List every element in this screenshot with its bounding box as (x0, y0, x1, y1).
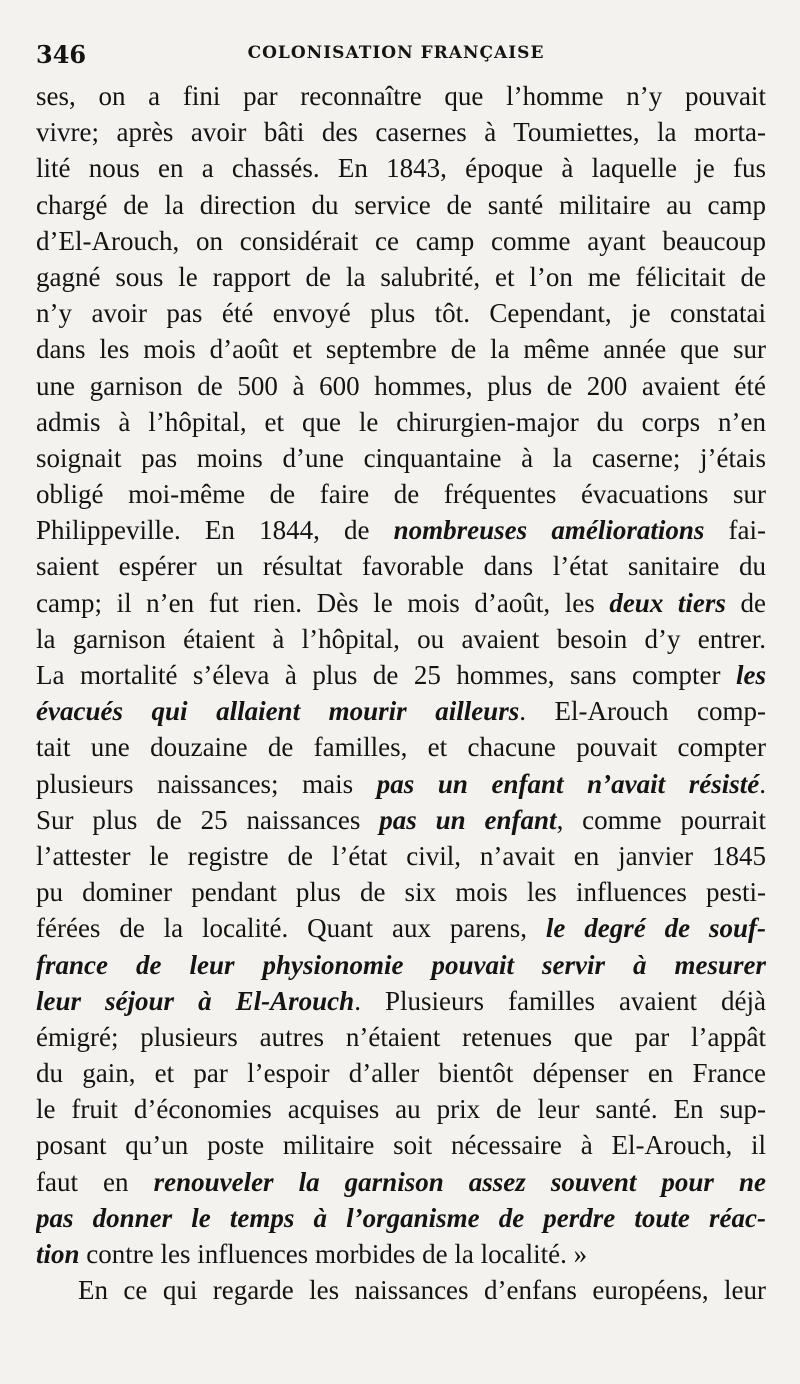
text-run: le fruit d’économies acquises au prix de leur santé. En sup- (36, 1094, 766, 1125)
text-run: dans les mois d’août et septembre de la même année que sur (36, 334, 766, 365)
text-line (36, 766, 766, 802)
text-run: l’attester le registre de l’état civil, n’avait en janvier 1845 (36, 840, 766, 871)
italic-emphasis: évacués qui allaient mourir ailleurs (36, 696, 520, 727)
text-line (36, 693, 766, 729)
text-line (36, 802, 766, 838)
text-run: vivre; après avoir bâti des casernes à Toumiettes, la morta- (36, 117, 766, 148)
text-line (36, 259, 766, 295)
text-run: faut en (36, 1166, 154, 1197)
text-line (36, 223, 766, 259)
text-line (36, 1200, 766, 1236)
text-line (36, 512, 766, 548)
text-run: chargé de la direction du service de santé militaire au camp (36, 189, 766, 220)
text-line (36, 1055, 766, 1091)
text-run: camp; il n’en fut rien. Dès le mois d’août, les (36, 587, 610, 618)
text-run: soignait pas moins d’une cinquantaine à la caserne; j’étais (36, 442, 766, 473)
italic-emphasis: france de leur physionomie pouvait servir à mesurer (36, 949, 766, 980)
text-line (36, 187, 766, 223)
text-line (36, 114, 766, 150)
italic-emphasis: pas un enfant (379, 804, 557, 835)
text-line (36, 150, 766, 186)
text-line (36, 1127, 766, 1163)
text-run: La mortalité s’éleva à plus de 25 hommes, sans compter (36, 660, 736, 690)
text-line (36, 838, 766, 874)
text-line (36, 78, 766, 114)
text-run: posant qu’un poste militaire soit nécessaire à El-Arouch, il (36, 1130, 766, 1161)
text-line (36, 368, 766, 404)
text-run: émigré; plusieurs autres n’étaient retenues que par l’appât (36, 1021, 766, 1052)
italic-emphasis: deux tiers (609, 587, 726, 618)
text-line (36, 947, 766, 983)
italic-emphasis: pas donner le temps à l’organisme de perdre toute réac- (36, 1202, 766, 1233)
text-line (36, 1272, 766, 1308)
text-run: . El-Arouch comp- (519, 696, 766, 727)
text-run: fai- (704, 515, 766, 546)
text-run: , comme pourrait (556, 804, 766, 835)
text-run: plusieurs naissances; mais (36, 768, 377, 799)
text-line (36, 729, 766, 765)
text-run: du gain, et par l’espoir d’aller bientôt dépenser en France (36, 1058, 766, 1089)
text-run: admis à l’hôpital, et que le chirurgien-major du corps n’en (36, 406, 766, 437)
italic-emphasis: les (736, 660, 766, 690)
text-line (36, 404, 766, 440)
text-line (36, 331, 766, 367)
text-line (36, 621, 766, 657)
text-line (36, 585, 766, 621)
text-line (36, 440, 766, 476)
text-line (36, 1019, 766, 1055)
italic-emphasis: renouveler la garnison assez souvent pour ne (153, 1166, 766, 1197)
text-run: lité nous en a chassés. En 1843, époque à laquelle je fus (36, 153, 766, 184)
text-run: obligé moi-même de faire de fréquentes évacuations sur (36, 479, 766, 510)
text-run: . Plusieurs familles avaient déjà (354, 985, 766, 1016)
text-line (36, 295, 766, 331)
page-number: 346 (36, 40, 87, 69)
text-run: la garnison étaient à l’hôpital, ou avaient besoin d’y entrer. (36, 623, 766, 654)
italic-emphasis: pas un enfant n’avait résisté (376, 768, 760, 799)
italic-emphasis: le degré de souf- (545, 913, 766, 944)
italic-emphasis: leur séjour à El-Arouch (36, 985, 355, 1016)
text-run: saient espérer un résultat favorable dans l’état sanitaire du (36, 551, 766, 582)
body-text (36, 78, 766, 1308)
text-run: férées de la localité. Quant aux parens, (36, 913, 546, 944)
text-line (36, 910, 766, 946)
text-line (36, 1236, 766, 1272)
italic-emphasis: tion (36, 1239, 80, 1269)
text-line (36, 1091, 766, 1127)
italic-emphasis: nombreuses améliorations (393, 515, 705, 546)
text-run: une garnison de 500 à 600 hommes, plus de 200 avaient été (36, 370, 766, 401)
text-line (36, 476, 766, 512)
text-line (36, 983, 766, 1019)
text-run: En ce qui regarde les naissances d’enfans européens, leur (78, 1275, 766, 1306)
text-run: Sur plus de 25 naissances (36, 804, 380, 835)
text-line (36, 548, 766, 584)
text-run: de (725, 587, 766, 618)
text-run: tait une douzaine de familles, et chacune pouvait compter (36, 732, 766, 763)
text-run: d’El-Arouch, on considérait ce camp comme ayant beaucoup (36, 225, 766, 256)
text-line (36, 1164, 766, 1200)
text-run: pu dominer pendant plus de six mois les influences pesti- (36, 877, 766, 908)
text-run: . (759, 768, 766, 799)
text-run: contre les influences morbides de la localité. » (79, 1239, 588, 1269)
text-line (36, 874, 766, 910)
running-title: COLONISATION FRANÇAISE (247, 43, 545, 63)
page-header (36, 40, 756, 70)
text-run: gagné sous le rapport de la salubrité, et l’on me félicitait de (36, 261, 766, 292)
text-run: ses, on a fini par reconnaître que l’homme n’y pouvait (36, 81, 766, 111)
text-line (36, 657, 766, 693)
text-run: n’y avoir pas été envoyé plus tôt. Cependant, je constatai (36, 298, 766, 329)
text-run: Philippeville. En 1844, de (36, 515, 394, 546)
